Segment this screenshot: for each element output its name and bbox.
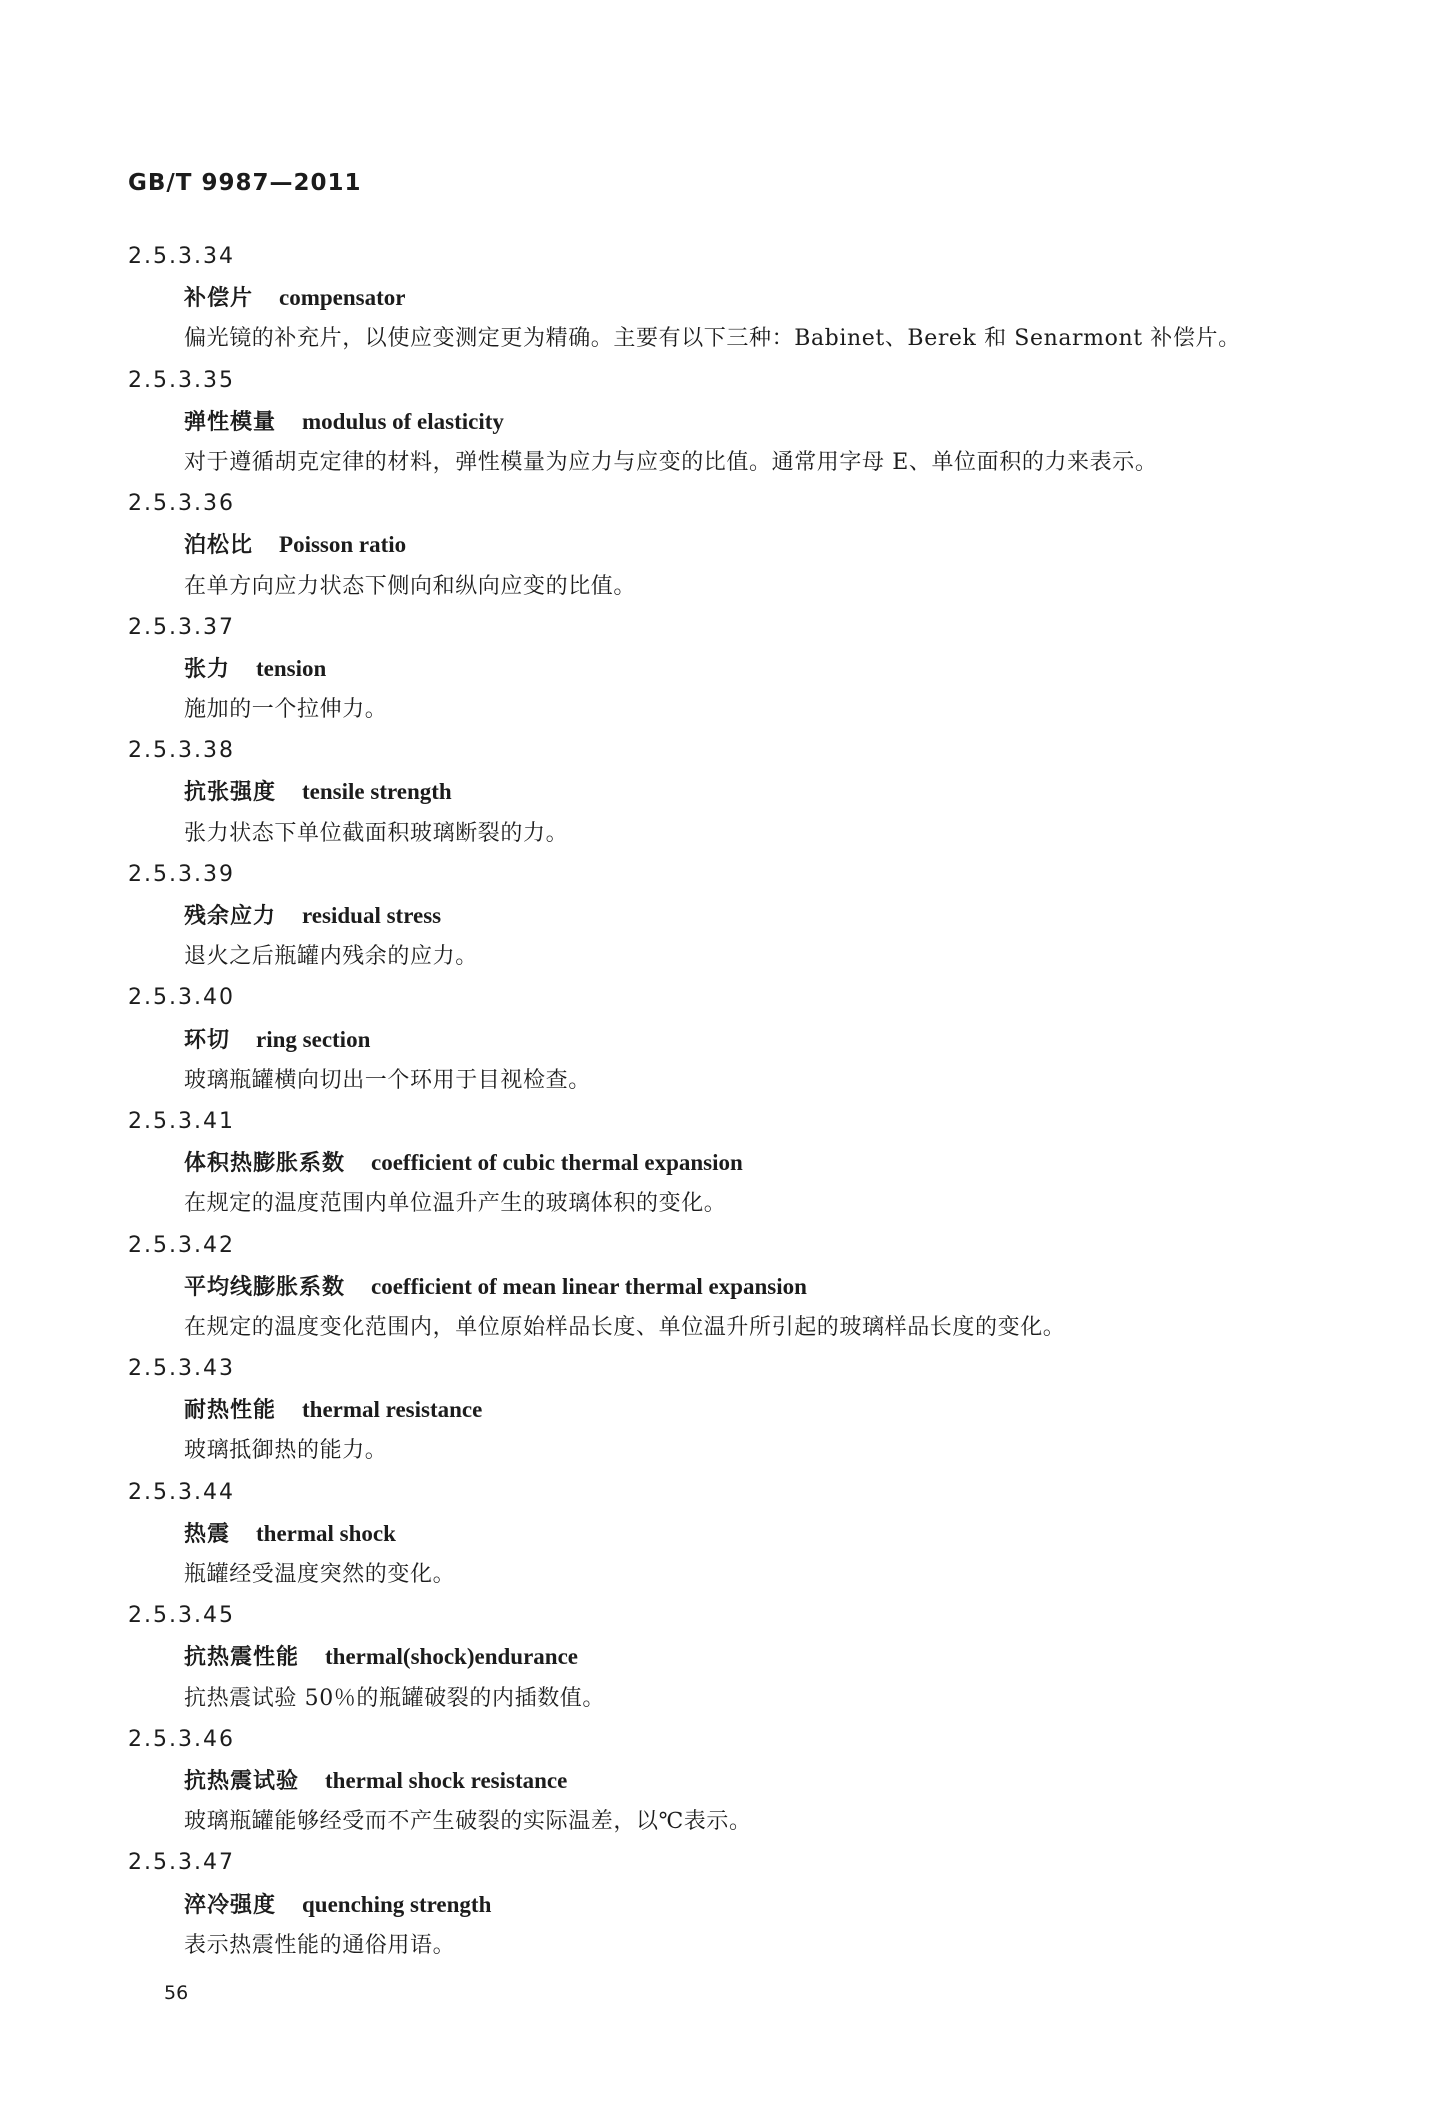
- term-english: coefficient of mean linear thermal expansion: [371, 1273, 807, 1299]
- standard-code: GB/T 9987—2011: [128, 170, 362, 196]
- entry-number: 2.5.3.37: [128, 614, 235, 640]
- term-english: tensile strength: [302, 779, 452, 805]
- term-chinese: 环切: [184, 1026, 231, 1053]
- term-english: coefficient of cubic thermal expansion: [371, 1150, 743, 1176]
- term-english: compensator: [279, 285, 406, 311]
- term-list: [128, 236, 1328, 1966]
- entry-definition: 张力状态下单位截面积玻璃断裂的力。: [184, 820, 569, 846]
- term-entry: [128, 483, 1328, 607]
- term-english: thermal resistance: [302, 1397, 483, 1423]
- entry-number: 2.5.3.36: [128, 491, 235, 517]
- entry-term: [184, 771, 1328, 812]
- term-english: quenching strength: [302, 1891, 492, 1917]
- term-entry: [128, 1348, 1328, 1472]
- entry-term: [184, 1636, 1328, 1677]
- term-chinese: 平均线膨胀系数: [184, 1273, 346, 1300]
- term-english: modulus of elasticity: [302, 408, 504, 434]
- term-entry: [128, 360, 1328, 484]
- entry-term: [184, 1266, 1328, 1307]
- term-chinese: 张力: [184, 655, 231, 682]
- entry-term: [184, 648, 1328, 689]
- term-english: thermal shock: [256, 1520, 396, 1546]
- term-english: Poisson ratio: [279, 532, 407, 558]
- term-entry: [128, 236, 1328, 360]
- term-chinese: 抗热震性能: [184, 1644, 300, 1671]
- term-english: thermal(shock)endurance: [325, 1644, 578, 1670]
- entry-definition: 在单方向应力状态下侧向和纵向应变的比值。: [184, 573, 637, 599]
- term-entry: [128, 1101, 1328, 1225]
- entry-term: [184, 1142, 1328, 1183]
- entry-term: [184, 1760, 1328, 1801]
- term-english: residual stress: [302, 903, 442, 928]
- entry-definition: 在规定的温度变化范围内，单位原始样品长度、单位温升所引起的玻璃样品长度的变化。: [184, 1314, 1066, 1340]
- page-number: 56: [164, 1982, 189, 2004]
- entry-number: 2.5.3.41: [128, 1108, 235, 1134]
- entry-number: 2.5.3.45: [128, 1603, 235, 1629]
- entry-definition: 玻璃瓶罐能够经受而不产生破裂的实际温差，以℃表示。: [184, 1809, 752, 1835]
- entry-number: 2.5.3.34: [128, 244, 235, 269]
- entry-definition: 在规定的温度范围内单位温升产生的玻璃体积的变化。: [184, 1191, 727, 1217]
- entry-number: 2.5.3.35: [128, 367, 235, 393]
- term-chinese: 抗热震试验: [184, 1767, 300, 1794]
- entry-number: 2.5.3.47: [128, 1850, 235, 1876]
- entry-term: [184, 277, 1328, 318]
- entry-definition: 瓶罐经受温度突然的变化。: [184, 1562, 456, 1587]
- term-chinese: 抗张强度: [184, 779, 277, 806]
- term-chinese: 淬冷强度: [184, 1891, 277, 1918]
- entry-number: 2.5.3.40: [128, 985, 235, 1011]
- term-english: ring section: [256, 1026, 371, 1052]
- entry-term: [184, 1884, 1328, 1925]
- term-english: thermal shock resistance: [325, 1767, 568, 1793]
- entry-term: [184, 401, 1328, 442]
- entry-term: [184, 1513, 1328, 1554]
- term-chinese: 补偿片: [184, 285, 254, 312]
- entry-definition: 表示热震性能的通俗用语。: [184, 1932, 456, 1958]
- entry-definition: 对于遵循胡克定律的材料，弹性模量为应力与应变的比值。通常用字母 E、单位面积的力来表示。: [184, 449, 1158, 475]
- term-chinese: 泊松比: [184, 532, 254, 559]
- term-chinese: 体积热膨胀系数: [184, 1150, 346, 1177]
- term-entry: [128, 1842, 1328, 1966]
- entry-number: 2.5.3.46: [128, 1726, 235, 1752]
- entry-definition: 退火之后瓶罐内残余的应力。: [184, 944, 478, 970]
- term-entry: [128, 977, 1328, 1101]
- entry-definition: 玻璃抵御热的能力。: [184, 1438, 388, 1464]
- entry-number: 2.5.3.42: [128, 1232, 235, 1258]
- term-entry: [128, 730, 1328, 854]
- term-chinese: 弹性模量: [184, 408, 277, 435]
- entry-definition: 抗热震试验 50％的瓶罐破裂的内插数值。: [184, 1685, 605, 1711]
- entry-definition: 偏光镜的补充片，以使应变测定更为精确。主要有以下三种：Babinet、Berek 和 Senarmont 补偿片。: [184, 326, 1241, 352]
- term-entry: [128, 607, 1328, 731]
- entry-term: [184, 1389, 1328, 1430]
- term-entry: [128, 1595, 1328, 1719]
- entry-term: [184, 895, 1328, 936]
- term-chinese: 残余应力: [184, 903, 277, 929]
- entry-term: [184, 1019, 1328, 1060]
- term-chinese: 热震: [184, 1520, 231, 1547]
- term-entry: [128, 1472, 1328, 1596]
- term-entry: [128, 854, 1328, 978]
- entry-definition: 施加的一个拉伸力。: [184, 697, 388, 723]
- term-chinese: 耐热性能: [184, 1397, 277, 1424]
- entry-number: 2.5.3.39: [128, 861, 235, 887]
- entry-number: 2.5.3.43: [128, 1356, 235, 1382]
- entry-term: [184, 524, 1328, 565]
- term-entry: [128, 1719, 1328, 1843]
- term-entry: [128, 1225, 1328, 1349]
- entry-definition: 玻璃瓶罐横向切出一个环用于目视检查。: [184, 1067, 591, 1093]
- entry-number: 2.5.3.44: [128, 1479, 235, 1505]
- term-english: tension: [256, 655, 327, 681]
- entry-number: 2.5.3.38: [128, 738, 235, 764]
